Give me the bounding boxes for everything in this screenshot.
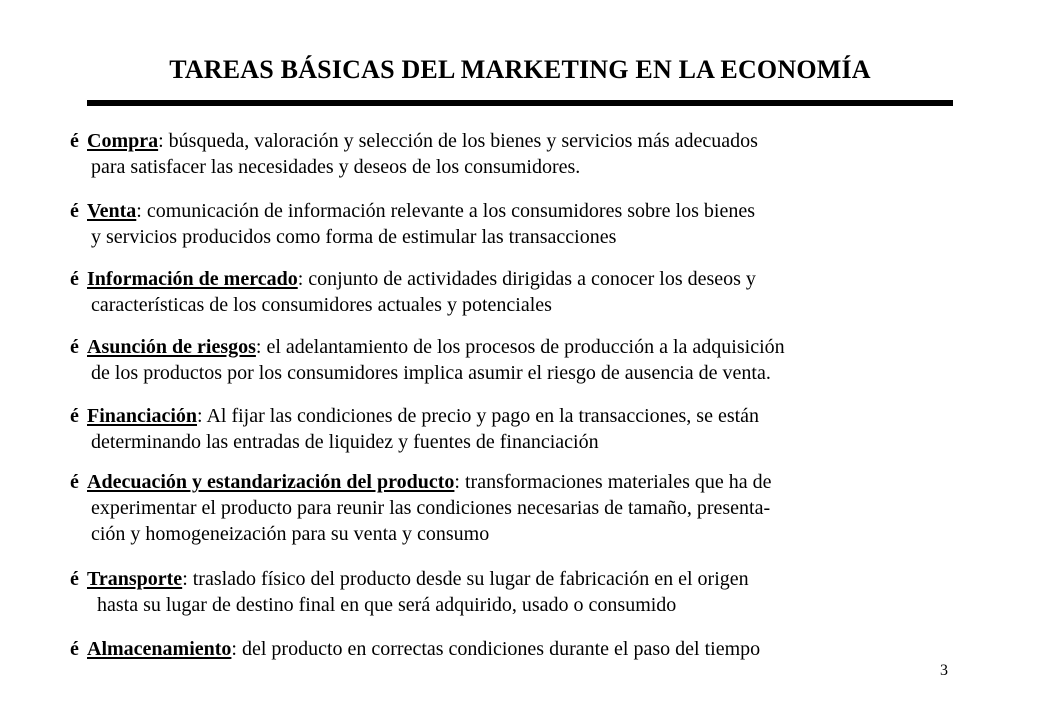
term-asuncion-riesgos: Asunción de riesgos (87, 336, 256, 358)
term-venta: Venta (87, 200, 137, 222)
list-item-venta (70, 198, 970, 250)
description: : Al fijar las condiciones de precio y pago en la transacciones, se están (197, 405, 760, 427)
term-compra: Compra (87, 130, 159, 152)
arrow-bullet-icon: é (70, 268, 79, 290)
arrow-bullet-icon: é (70, 568, 79, 590)
description-continuation: experimentar el producto para reunir las condiciones necesarias de tamaño, presenta- (91, 497, 771, 519)
list-item-adecuacion (70, 469, 970, 547)
term-transporte: Transporte (87, 568, 183, 590)
description: : conjunto de actividades dirigidas a conocer los deseos y (297, 268, 756, 290)
list-item-informacion-mercado (70, 266, 970, 318)
description-continuation: para satisfacer las necesidades y deseos de los consumidores. (91, 156, 581, 178)
description: : el adelantamiento de los procesos de producción a la adquisición (255, 336, 785, 358)
arrow-bullet-icon: é (70, 471, 79, 493)
term-almacenamiento: Almacenamiento (87, 638, 232, 660)
description: : transformaciones materiales que ha de (454, 471, 772, 493)
title-divider (87, 100, 953, 106)
arrow-bullet-icon: é (70, 336, 79, 358)
description-continuation: características de los consumidores actuales y potenciales (91, 294, 552, 316)
list-item-financiacion (70, 403, 970, 455)
description-continuation: hasta su lugar de destino final en que será adquirido, usado o consumido (97, 594, 677, 616)
list-item-asuncion-riesgos (70, 334, 970, 386)
description: : del producto en correctas condiciones durante el paso del tiempo (231, 638, 761, 660)
list-item-compra (70, 128, 970, 180)
description: : búsqueda, valoración y selección de los bienes y servicios más adecuados (158, 130, 758, 152)
term-financiacion: Financiación (87, 405, 198, 427)
list-item-almacenamiento (70, 636, 970, 662)
arrow-bullet-icon: é (70, 638, 79, 660)
description-continuation: de los productos por los consumidores implica asumir el riesgo de ausencia de venta. (91, 362, 771, 384)
description-continuation: determinando las entradas de liquidez y fuentes de financiación (91, 431, 599, 453)
arrow-bullet-icon: é (70, 200, 79, 222)
slide-title: TAREAS BÁSICAS DEL MARKETING EN LA ECONOMÍA (169, 55, 871, 84)
description: : comunicación de información relevante a los consumidores sobre los bienes (136, 200, 755, 222)
arrow-bullet-icon: é (70, 130, 79, 152)
description-continuation: y servicios producidos como forma de estimular las transacciones (91, 226, 617, 248)
arrow-bullet-icon: é (70, 405, 79, 427)
list-item-transporte (70, 566, 970, 618)
description: : traslado físico del producto desde su lugar de fabricación en el origen (182, 568, 749, 590)
term-adecuacion: Adecuación y estandarización del producto (87, 471, 455, 493)
term-informacion-mercado: Información de mercado (87, 268, 298, 290)
page-number: 3 (940, 662, 948, 679)
description-continuation: ción y homogeneización para su venta y consumo (91, 523, 490, 545)
